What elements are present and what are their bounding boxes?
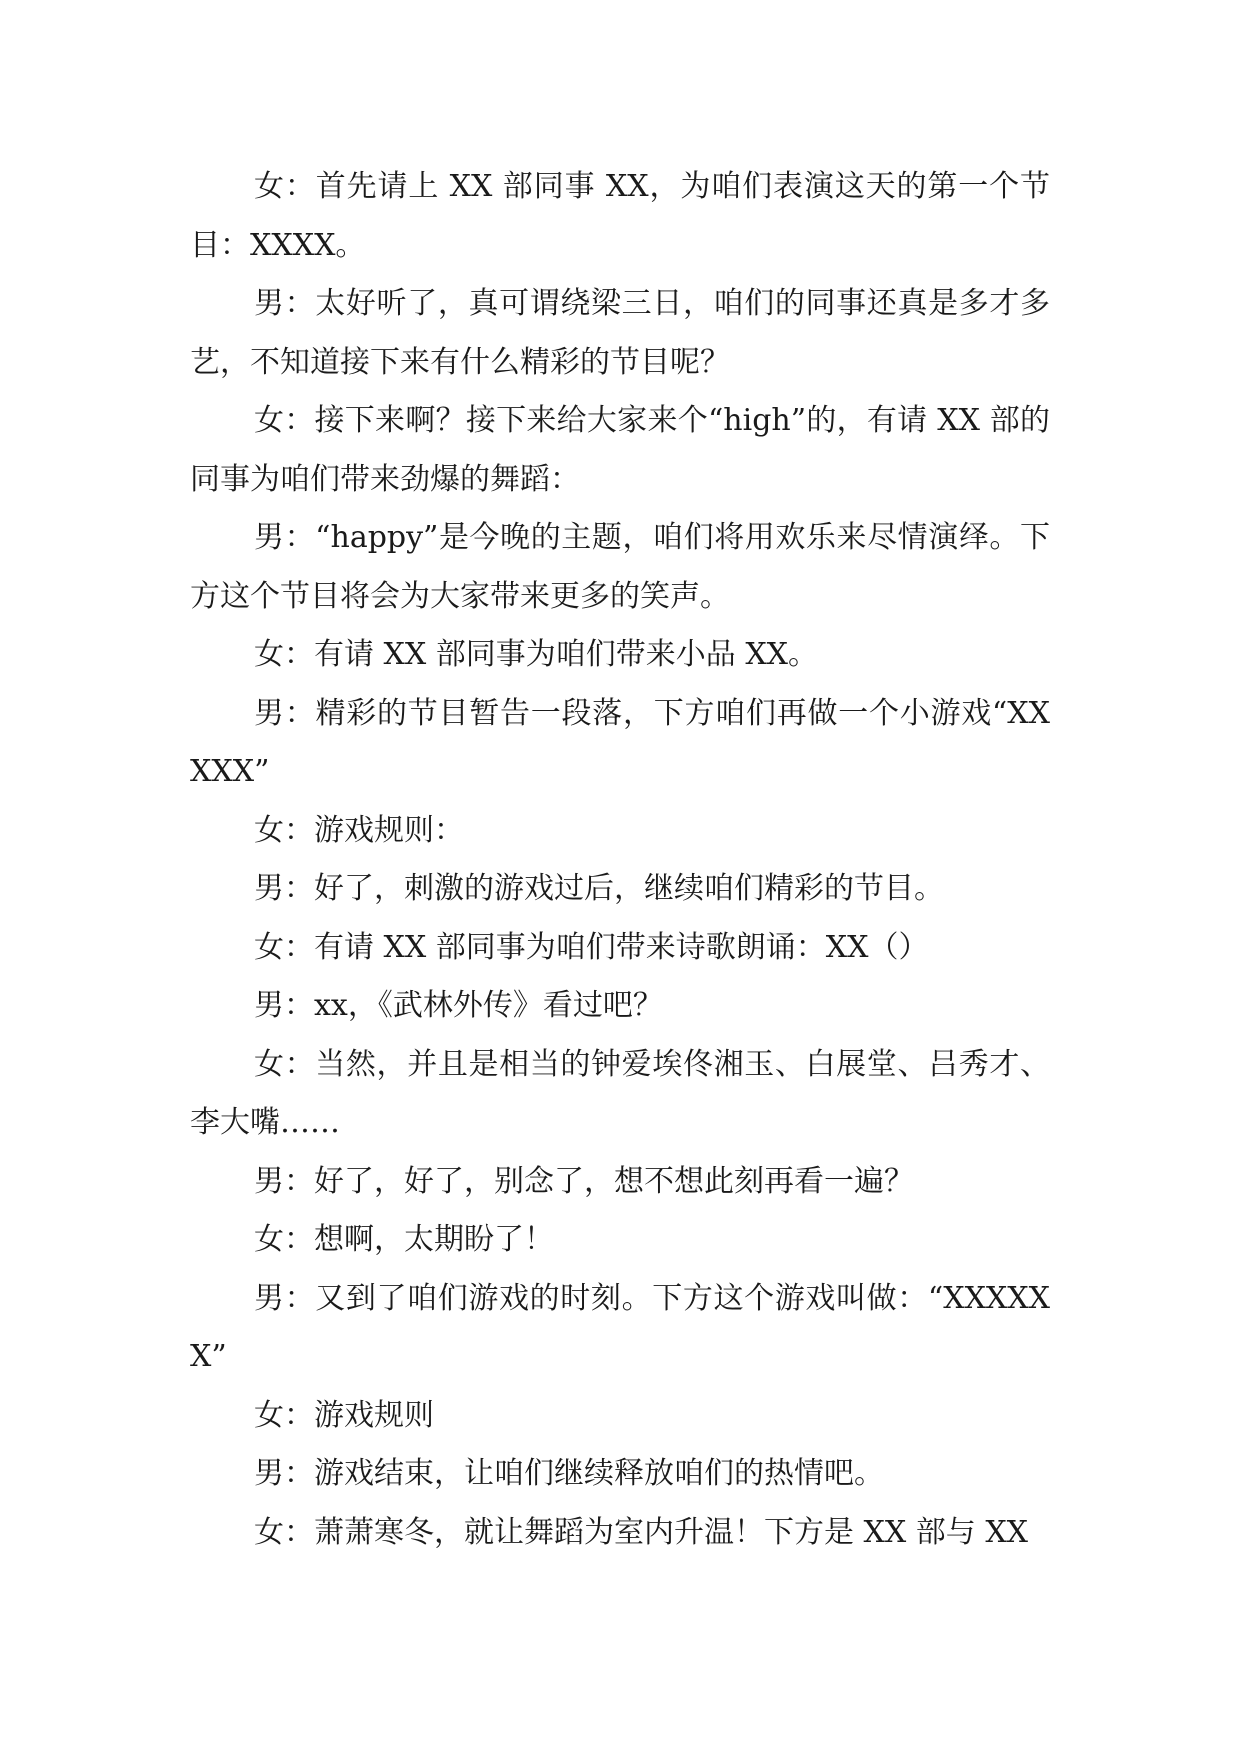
paragraph: 女：首先请上 XX 部同事 XX，为咱们表演这天的第一个节目：XXXX。 [190,169,1050,263]
paragraph: 女：有请 XX 部同事为咱们带来小品 XX。 [254,637,819,672]
paragraph: 男：精彩的节目暂告一段落，下方咱们再做一个小游戏“XXXXX” [190,695,1050,789]
paragraph: 女：萧萧寒冬，就让舞蹈为室内升温！下方是 XX 部与 XX [254,1514,1029,1550]
paragraph: 女：游戏规则： [254,812,464,848]
paragraph: 女：游戏规则 [254,1397,434,1433]
paragraph: 女：有请 XX 部同事为咱们带来诗歌朗诵：XX（） [254,929,929,965]
paragraph: 男：太好听了，真可谓绕梁三日，咱们的同事还真是多才多艺，不知道接下来有什么精彩的节目呢？ [190,286,1050,380]
paragraph: 男：“happy”是今晚的主题，咱们将用欢乐来尽情演绎。下方这个节目将会为大家带来更多的笑声。 [190,520,1050,614]
paragraph: 女：想啊，太期盼了！ [254,1222,554,1257]
paragraph: 女：当然，并且是相当的钟爱埃佟湘玉、白展堂、吕秀才、李大嘴…… [190,1046,1050,1140]
paragraph: 男：好了，刺激的游戏过后，继续咱们精彩的节目。 [254,871,944,906]
paragraph: 男：好了，好了，别念了，想不想此刻再看一遍？ [254,1163,914,1199]
paragraph: 女：接下来啊？接下来给大家来个“high”的，有请 XX 部的同事为咱们带来劲爆的舞蹈： [190,403,1050,497]
document-body [190,158,1050,1562]
paragraph: 男：又到了咱们游戏的时刻。下方这个游戏叫做：“XXXXXX” [190,1280,1050,1374]
paragraph: 男：xx，《武林外传》看过吧？ [254,988,663,1023]
paragraph: 男：游戏结束，让咱们继续释放咱们的热情吧。 [254,1456,884,1491]
